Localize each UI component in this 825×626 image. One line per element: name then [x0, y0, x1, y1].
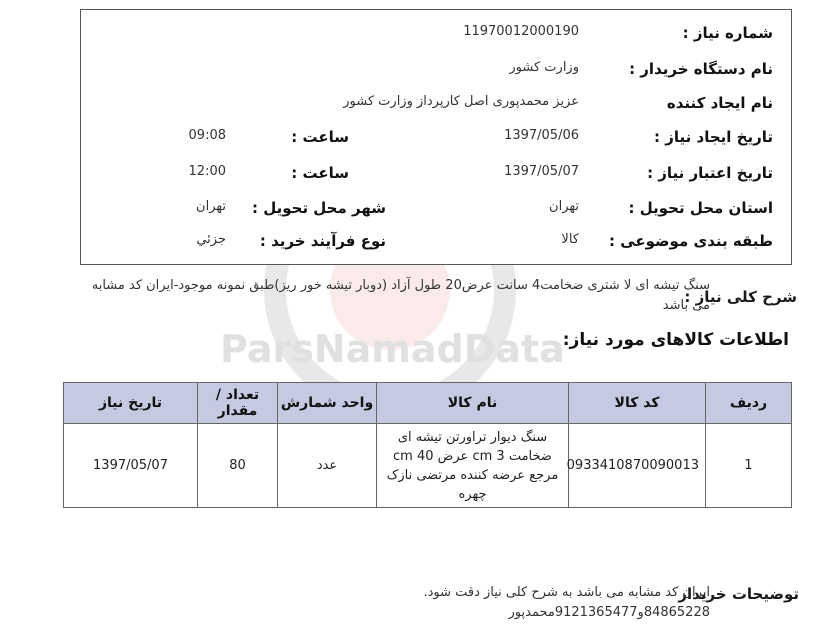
creator-value: عزیز محمدپوری اصل کارپرداز وزارت کشور [343, 94, 579, 109]
process-type-label: نوع فرآیند خرید : [259, 232, 386, 250]
goods-table-header-row [64, 383, 792, 424]
need-description-text: سنگ تیشه ای لا شتری ضخامت4 سانت عرض20 طول آزاد (دوبار تیشه خور ریز)طبق نمونه موجود-ایران کد مشابه می باشد [91, 278, 710, 313]
cell-need-date: 1397/05/07 [64, 424, 198, 508]
cell-goods-code: 0933410870090013 [569, 424, 706, 508]
creator-label: نام ایجاد کننده [666, 94, 773, 112]
buyer-org-value: وزارت کشور [509, 60, 579, 75]
created-date-label: تاریخ ایجاد نیاز : [654, 128, 773, 146]
need-number-label: شماره نیاز : [682, 24, 773, 42]
delivery-province-value: تهران [549, 199, 579, 214]
header-unit: واحد شمارش [278, 383, 377, 424]
need-description-label: شرح کلی نیاز : [684, 288, 797, 306]
buyer-notes-text [423, 583, 710, 623]
header-quantity: تعداد / مقدار [198, 383, 278, 424]
valid-time-label: ساعت : [291, 164, 349, 182]
valid-date-value: 1397/05/07 [504, 164, 579, 179]
valid-date-label: تاریخ اعتبار نیاز : [647, 164, 773, 182]
watermark-text: ParsNamadData [220, 327, 565, 371]
delivery-city-value: تهران [196, 199, 226, 214]
category-label: طبقه بندی موضوعی : [609, 232, 773, 250]
valid-time-value: 12:00 [188, 164, 226, 179]
buyer-notes-line-1: ایران کد مشابه می باشد به شرح کلی نیاز دقت شود. [423, 585, 710, 600]
need-info-box [80, 9, 792, 265]
buyer-notes-line-2: 84865228و9121365477محمدپور [508, 605, 710, 620]
created-date-value: 1397/05/06 [504, 128, 579, 143]
created-time-label: ساعت : [291, 128, 349, 146]
header-goods-code: کد کالا [569, 383, 706, 424]
cell-unit: عدد [278, 424, 377, 508]
category-value: کالا [561, 232, 579, 247]
created-time-value: 09:08 [188, 128, 226, 143]
header-goods-name: نام کالا [377, 383, 569, 424]
header-row-number: ردیف [706, 383, 792, 424]
table-row [64, 424, 792, 508]
process-type-value: جزئي [196, 232, 226, 247]
delivery-province-label: استان محل تحویل : [628, 199, 773, 217]
need-number-value: 11970012000190 [463, 24, 579, 39]
buyer-notes-label: توضیحات خریدار [678, 585, 799, 603]
header-need-date: تاریخ نیاز [64, 383, 198, 424]
delivery-city-label: شهر محل تحویل : [251, 199, 386, 217]
cell-quantity: 80 [198, 424, 278, 508]
cell-goods-name: سنگ دیوار تراورتن تیشه ای ضخامت 3 cm عرض 40 cm مرجع عرضه کننده مرتضی نازک چهره [377, 424, 569, 508]
cell-row-number: 1 [706, 424, 792, 508]
buyer-org-label: نام دستگاه خریدار : [629, 60, 773, 78]
goods-section-title: اطلاعات کالاهای مورد نیاز: [562, 330, 789, 350]
goods-table [63, 382, 792, 508]
